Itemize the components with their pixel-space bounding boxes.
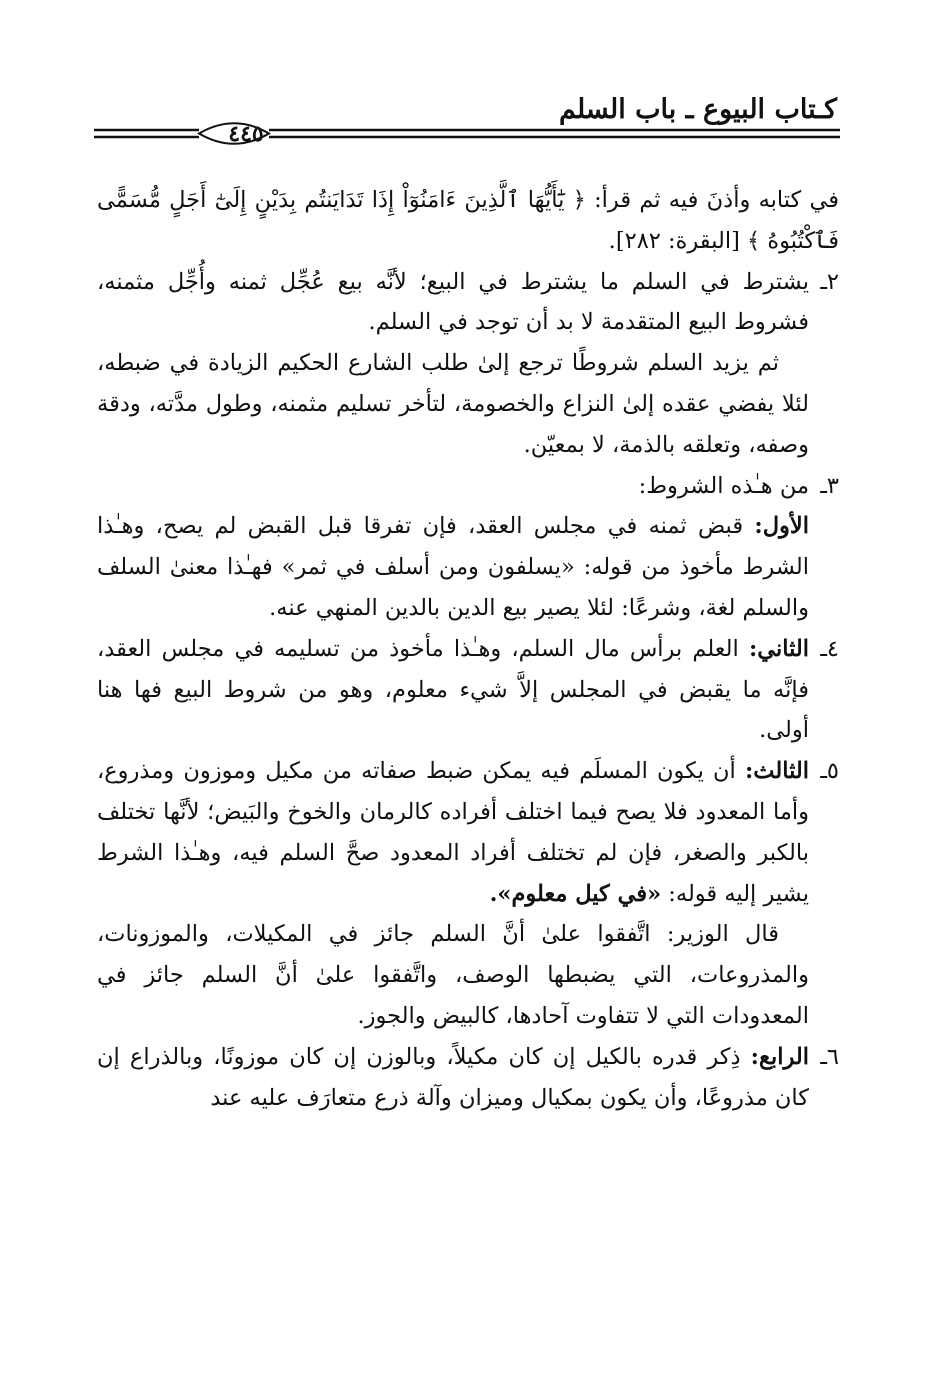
paragraph-text: قال الوزير: اتَّفقوا علىٰ أنَّ السلم جائز في المكيلات، والموزونات، والمذروعات، التي يضبطها الوصف، واتَّفقوا علىٰ أنَّ السلم جائز في المعدودات التي لا تتفاوت آحادها، كالبيض والجوز. bbox=[97, 921, 809, 1029]
condition-keyword: الثاني: bbox=[748, 635, 810, 662]
paragraph-vizier-quote bbox=[97, 914, 839, 1036]
running-header: كـتاب البيوع ـ باب السلم bbox=[558, 94, 837, 125]
condition-keyword: الرابع: bbox=[750, 1043, 809, 1070]
paragraph-item-3 bbox=[97, 466, 839, 507]
paragraph-text: ذِكر قدره بالكيل إن كان مكيلاً، وبالوزن إن كان موزونًا، وبالذراع إن كان مذروعًا، وأن يكون بمكيال وميزان وآلة ذرع متعارَف عليه عند bbox=[97, 1043, 809, 1111]
paragraph-condition-first bbox=[97, 506, 839, 628]
item-number: ٦ـ bbox=[820, 1043, 839, 1070]
item-number: ٥ـ bbox=[820, 758, 839, 785]
page-number: ٤٤٥ bbox=[228, 121, 264, 147]
condition-keyword: الأول: bbox=[754, 513, 809, 540]
paragraph-text: ثم يزيد السلم شروطًا ترجع إلىٰ طلب الشارع الحكيم الزيادة في ضبطه، لئلا يفضي عقده إلىٰ النزاع والخصومة، لتأخر تسليم مثمنه، وطول مدَّته، ودقة وصفه، وتعلقه بالذمة، لا بمعيّن. bbox=[97, 350, 809, 458]
body-text bbox=[97, 180, 839, 1118]
paragraph-text: العلم برأس مال السلم، وهـٰذا مأخوذ من تسليمه في مجلس العقد، فإنَّه ما يقبض في المجلس إلاَّ شيء معلوم، وهو من شروط البيع فها هنا أولى. bbox=[97, 635, 809, 744]
paragraph-item-2 bbox=[97, 262, 839, 344]
paragraph-text: أن يكون المسلَم فيه يمكن ضبط صفاته من مكيل وموزون ومذروع، وأما المعدود فلا يصح فيما اختلف أفراده كالرمان والخوخ والبَيض؛ لأنَّها تختلف بالكبر والصغر، فإن لم تختلف أفراد المعدود صحَّ السلم فيه، وهـٰذا الشرط يشير إليه قوله: bbox=[97, 758, 809, 907]
paragraph-item-5 bbox=[97, 751, 839, 914]
paragraph-text: من هـٰذه الشروط: bbox=[638, 472, 809, 499]
paragraph-text: في كتابه وأذنَ فيه ثم قرأ: ﴿ يَٰٓأَيُّهَا ٱلَّذِينَ ءَامَنُوٓاْ إِذَا تَدَايَنتُم بِدَيْنٍ إِلَىٰٓ أَجَلٍ مُّسَمًّى فَٱكْتُبُوهُ ﴾ [البقرة: ٢٨٢]. bbox=[97, 187, 840, 254]
paragraph-continuation bbox=[97, 343, 839, 465]
paragraph-text: يشترط في السلم ما يشترط في البيع؛ لأنَّه بيع عُجِّل ثمنه وأُجِّل مثمنه، فشروط البيع المتقدمة لا بد أن توجد في السلم. bbox=[97, 268, 809, 336]
header-rule bbox=[94, 117, 840, 151]
paragraph-text: قبض ثمنه في مجلس العقد، فإن تفرقا قبل القبض لم يصح، وهـٰذا الشرط مأخوذ من قوله: «يسلفون ومن أسلف في ثمر» فهـٰذا معنىٰ السلف والسلم لغة، وشرعًا: لئلا يصير بيع الدين بالدين المنهي عنه. bbox=[97, 513, 809, 621]
item-number: ٣ـ bbox=[820, 472, 839, 499]
condition-keyword: الثالث: bbox=[744, 758, 809, 785]
hadith-quote: «في كيل معلوم». bbox=[489, 880, 662, 907]
item-number: ٤ـ bbox=[820, 635, 840, 662]
paragraph-item-6 bbox=[97, 1037, 839, 1119]
paragraph-verse bbox=[97, 180, 839, 262]
item-number: ٢ـ bbox=[820, 268, 839, 295]
paragraph-item-4 bbox=[97, 629, 839, 751]
